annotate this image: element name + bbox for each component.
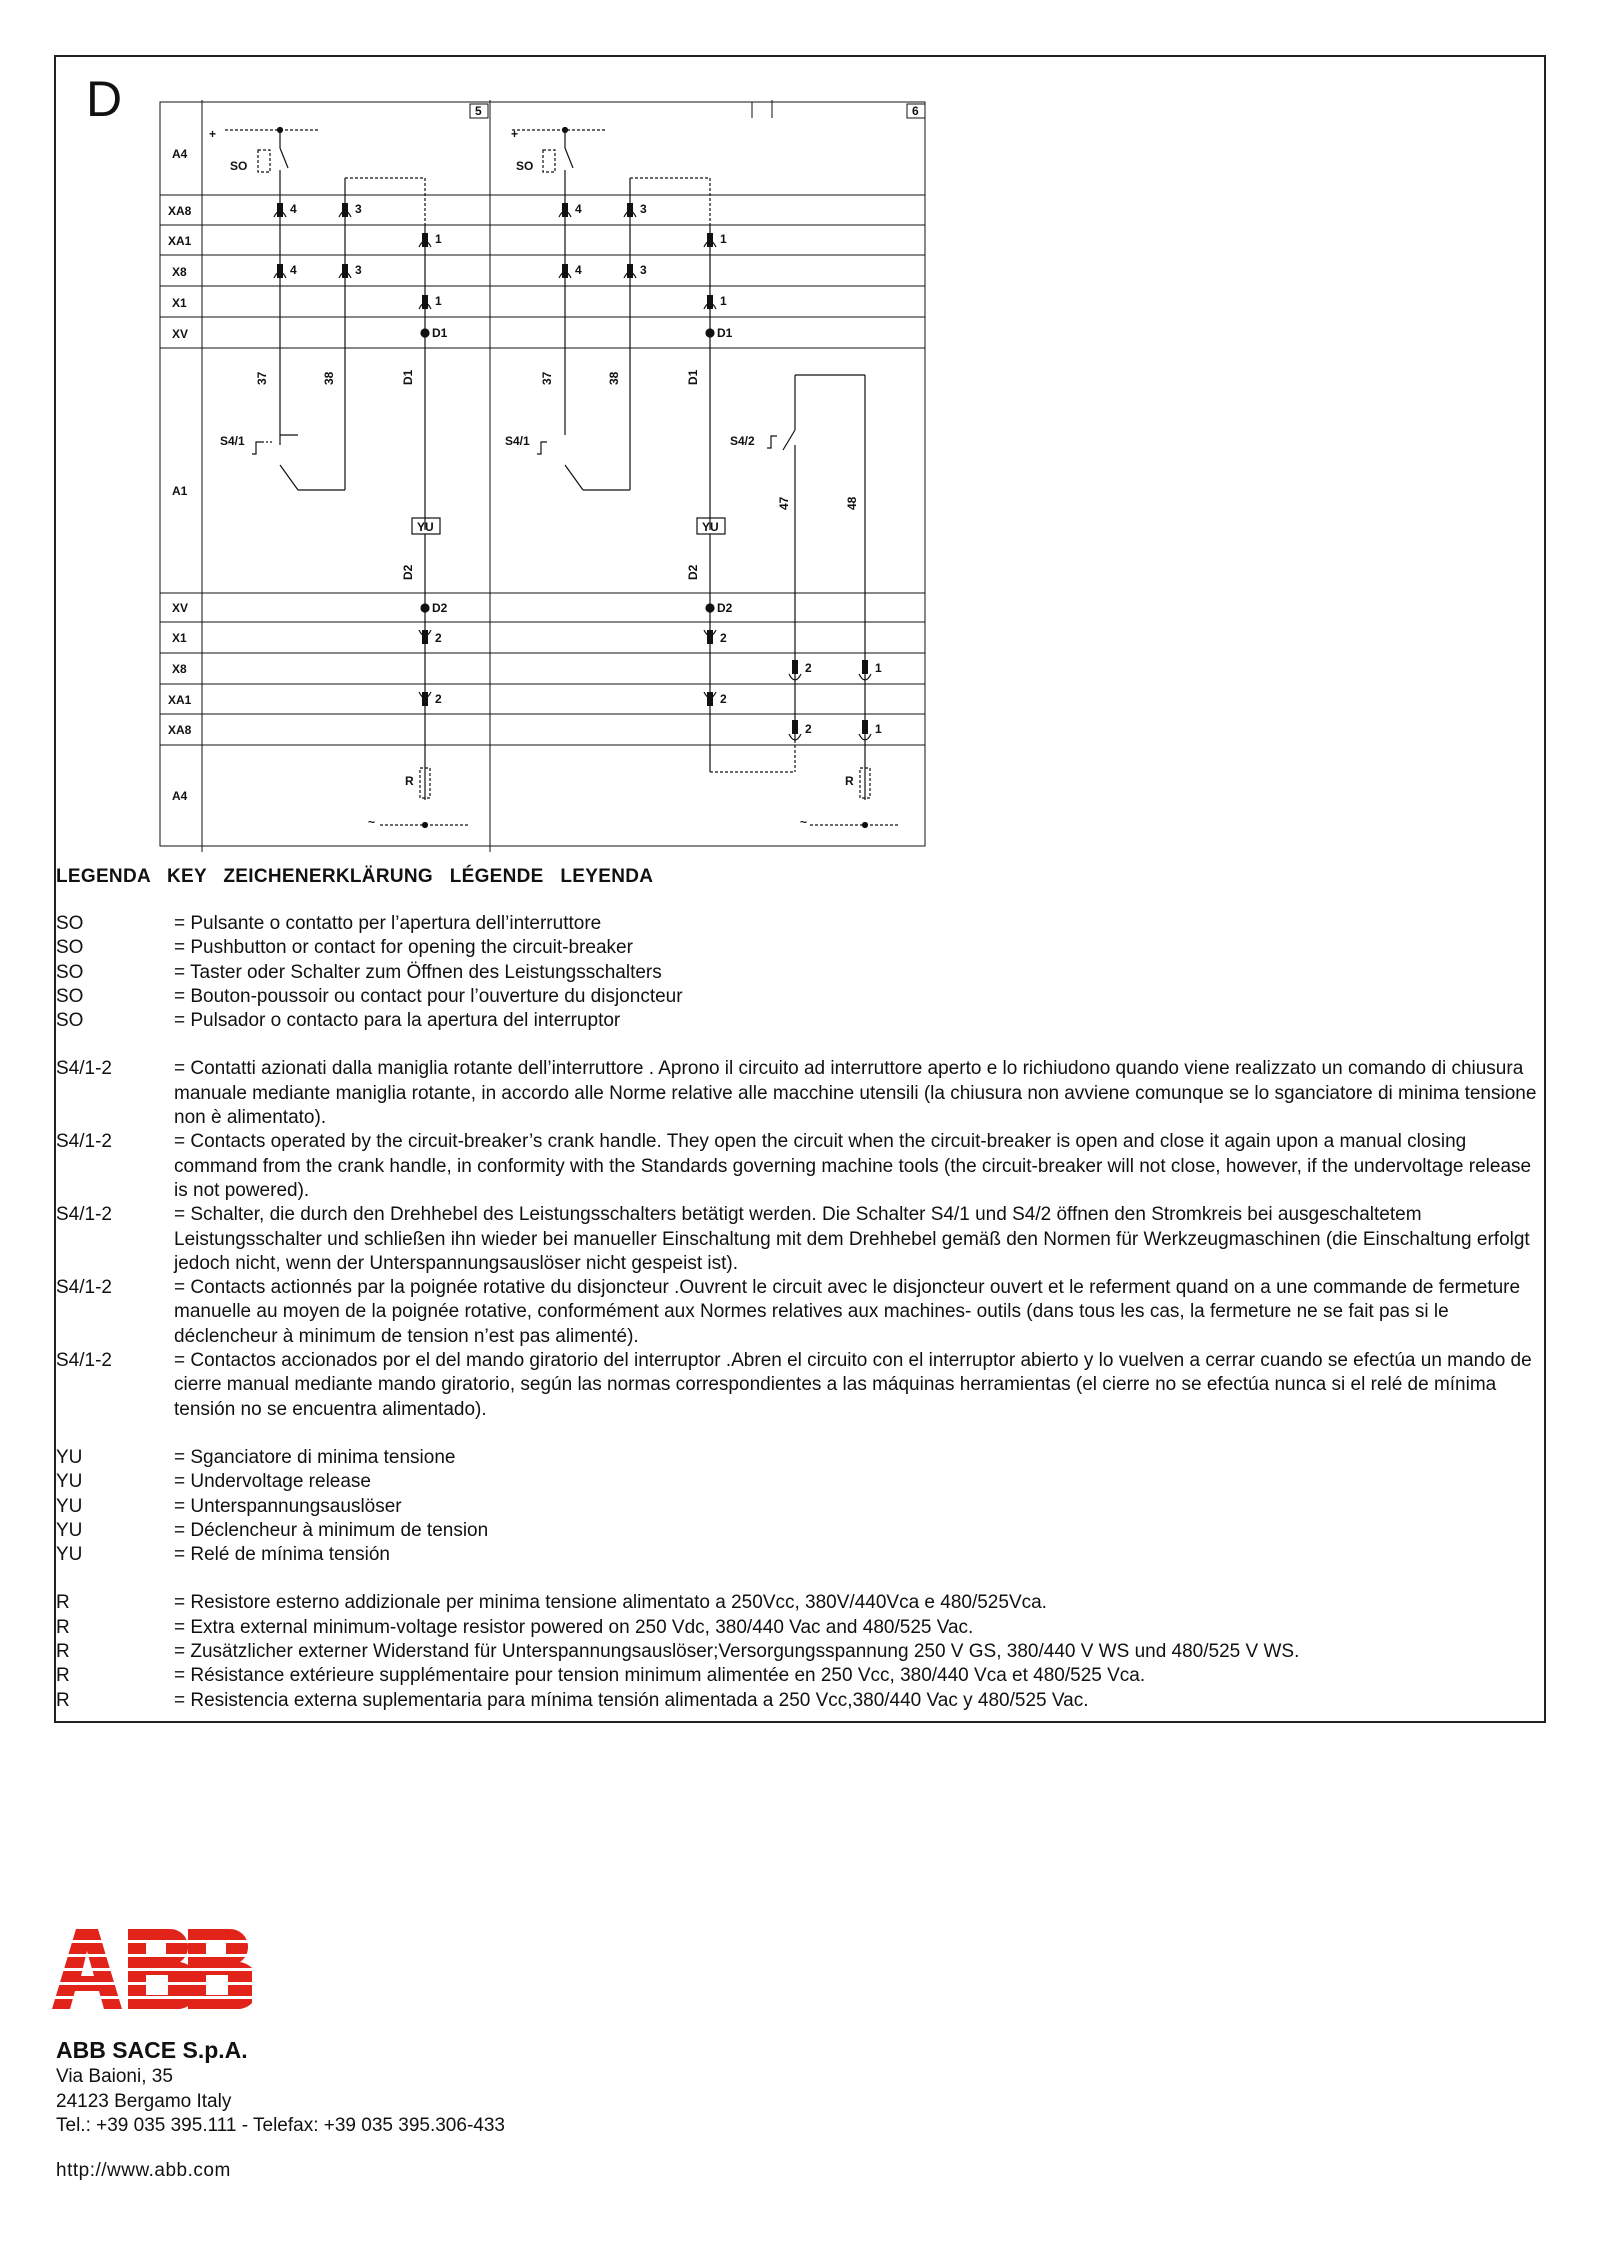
- circuit-sheet-5: [225, 128, 468, 828]
- sheet-number: 6: [912, 104, 919, 118]
- legend-code: YU: [56, 1519, 83, 1541]
- row-label: XV: [172, 327, 189, 341]
- row-label: X1: [172, 296, 187, 310]
- d2-label: D2: [717, 601, 733, 615]
- row-label: X1: [172, 631, 187, 645]
- terminal-label: 3: [355, 202, 362, 216]
- legend-code: SO: [56, 985, 84, 1007]
- legend-entry: [56, 1591, 1546, 1615]
- legend-entry: [56, 1616, 1546, 1640]
- wire-label: 37: [540, 371, 554, 385]
- terminal-label: 2: [805, 661, 812, 675]
- terminal-label: 3: [355, 263, 362, 277]
- terminal-label: 2: [720, 692, 727, 706]
- company-street: Via Baioni, 35: [56, 2066, 173, 2087]
- legend-code: R: [56, 1592, 70, 1614]
- terminal-label: 2: [435, 631, 442, 645]
- legend-text: = Taster oder Schalter zum Öffnen des Leistungsschalters: [174, 961, 662, 983]
- wire-label: 38: [607, 371, 621, 385]
- legend: [56, 912, 1546, 1737]
- legend-code: YU: [56, 1446, 83, 1468]
- legend-text: = Unterspannungsauslöser: [174, 1495, 402, 1517]
- legend-text: = Relé de mínima tensión: [174, 1544, 390, 1566]
- d1-label: D1: [432, 326, 448, 340]
- row-label: X8: [172, 662, 187, 676]
- legend-code: R: [56, 1665, 70, 1687]
- legend-code: S4/1-2: [56, 1277, 112, 1299]
- so-label: SO: [516, 159, 534, 173]
- tilde-label: ~: [800, 815, 808, 829]
- legend-text: = Schalter, die durch den Drehhebel des Leistungsschalters betätigt werden. Die Schalter S4/1 und S4/2 öffnen den Stromkreis bei ausgeschaltetem Leistungsschalter und schließen ihn wieder bei manueller Einschaltung mit dem Drehhebel gemäß den Normen für Werkzeugmaschinen (die Einschaltung erfolgt jedoch nicht, wenn der Unterspannungsauslöser nicht gespeist ist).: [174, 1204, 1530, 1274]
- row-label: XA1: [168, 234, 192, 248]
- legend-code: SO: [56, 913, 84, 934]
- terminal-label: 4: [290, 202, 297, 216]
- legend-code: SO: [56, 1010, 84, 1032]
- legend-entry: [56, 1349, 1546, 1422]
- plus-label: +: [511, 127, 519, 141]
- terminals-sheet-6: [562, 203, 868, 734]
- r-label: R: [845, 774, 854, 788]
- legend-code: S4/1-2: [56, 1131, 112, 1153]
- d2-label: D2: [432, 601, 448, 615]
- row-label: A1: [172, 484, 188, 498]
- row-label: A4: [172, 789, 188, 803]
- legend-entry: [56, 1495, 1546, 1519]
- wire-label: 47: [777, 496, 791, 510]
- company-footer: [56, 2035, 505, 2183]
- row-label: X8: [172, 265, 187, 279]
- legend-code: YU: [56, 1471, 83, 1493]
- terminal-label: 4: [575, 202, 582, 216]
- legend-entry: [56, 961, 1546, 985]
- circuit-sheet-6: [512, 128, 900, 828]
- legend-text: = Pulsante o contatto per l’apertura dell’interruttore: [174, 913, 602, 934]
- legend-entry: [56, 1130, 1546, 1203]
- sheet-number: 5: [475, 104, 482, 118]
- legend-text: = Resistencia externa suplementaria para mínima tensión alimentada a 250 Vcc,380/440 Vac y 480/525 Vac.: [174, 1689, 1089, 1711]
- terminal-label: 2: [435, 692, 442, 706]
- s41-label: S4/1: [220, 434, 245, 448]
- company-city: 24123 Bergamo Italy: [56, 2090, 232, 2112]
- terminal-label: 1: [875, 722, 882, 736]
- legend-group-s4: [56, 1057, 1546, 1421]
- legend-text: = Sganciatore di minima tensione: [174, 1446, 456, 1468]
- legend-group-yu: [56, 1446, 1546, 1567]
- legend-entry: [56, 936, 1546, 960]
- switch-symbols-sheet-6: [537, 211, 871, 740]
- legend-code: S4/1-2: [56, 1204, 112, 1226]
- legend-text: = Zusätzlicher externer Widerstand für Unterspannungsauslöser;Versorgungsspannung 250 V GS, 380/440 V WS und 480/525 V WS.: [174, 1641, 1300, 1663]
- legend-text: = Contacts operated by the circuit-breaker’s crank handle. They open the circuit when the circuit-breaker is open and close it again upon a manual closing command from the crank handle, in conformity with the Standards governing machine tools (the circuit-breaker will not close, however, if the undervoltage release is not powered).: [174, 1131, 1532, 1201]
- switch-symbols-sheet-5: [252, 211, 431, 698]
- terminal-label: 1: [875, 661, 882, 675]
- legend-text: = Undervoltage release: [174, 1471, 371, 1493]
- legend-text: = Résistance extérieure supplémentaire pour tension minimum alimentée en 250 Vcc, 380/440 Vca et 480/525 Vca.: [174, 1665, 1146, 1687]
- legend-text: = Contactos accionados por el del mando giratorio del interruptor .Abren el circuito con el interruptor abierto y lo vuelven a cerrar cuando se efectúa un mando de cierre manual mediante mando giratorio, según las normas correspondientes a las máquinas herramientas (el cierre no se efectúa nunca si el relé de mínima tensión no se encuentra alimentado).: [174, 1350, 1532, 1420]
- legend-text: = Extra external minimum-voltage resistor powered on 250 Vdc, 380/440 Vac and 480/525 Vac.: [174, 1616, 974, 1638]
- legend-heading: LEGENDA KEY ZEICHENERKLÄRUNG LÉGENDE LEYENDA: [56, 866, 654, 887]
- r-label: R: [405, 774, 414, 788]
- row-labels: [168, 147, 192, 803]
- legend-entry: [56, 1543, 1546, 1567]
- wire-label: D2: [401, 564, 415, 580]
- d1-label: D1: [717, 326, 733, 340]
- section-letter: D: [86, 71, 123, 127]
- row-label: A4: [172, 147, 188, 161]
- terminal-label: 2: [720, 631, 727, 645]
- s42-label: S4/2: [730, 434, 755, 448]
- wire-label: 48: [845, 496, 859, 510]
- legend-entry: [56, 1689, 1546, 1713]
- legend-text: = Pulsador o contacto para la apertura del interruptor: [174, 1010, 621, 1032]
- terminal-label: 4: [575, 263, 582, 277]
- legend-entry: [56, 1276, 1546, 1349]
- legend-text: = Déclencheur à minimum de tension: [174, 1519, 489, 1541]
- row-label: XA1: [168, 693, 192, 707]
- legend-code: YU: [56, 1495, 83, 1517]
- company-phone: Tel.: +39 035 395.111 - Telefax: +39 035 395.306-433: [56, 2115, 505, 2136]
- terminal-label: 1: [720, 232, 727, 246]
- labels-sheet-5: [209, 127, 448, 829]
- terminal-label: 2: [805, 722, 812, 736]
- legend-group-so: [56, 912, 1546, 1033]
- wiring-diagram: [150, 100, 930, 860]
- legend-entry: [56, 1519, 1546, 1543]
- legend-entry: [56, 1470, 1546, 1494]
- yu-label: YU: [417, 520, 434, 534]
- legend-entry: [56, 1009, 1546, 1033]
- terminal-label: 3: [640, 263, 647, 277]
- company-name: ABB SACE S.p.A.: [56, 2037, 248, 2063]
- legend-entry: [56, 1640, 1546, 1664]
- legend-code: R: [56, 1689, 70, 1711]
- company-url-link[interactable]: http://www.abb.com: [56, 2159, 231, 2181]
- legend-text: = Resistore esterno addizionale per minima tensione alimentato a 250Vcc, 380V/440Vca e 480/525Vca.: [174, 1592, 1047, 1614]
- terminal-label: 3: [640, 202, 647, 216]
- legend-text: = Pushbutton or contact for opening the circuit-breaker: [174, 937, 633, 959]
- row-label: XA8: [168, 723, 192, 737]
- legend-code: S4/1-2: [56, 1058, 112, 1080]
- wire-label: D2: [686, 564, 700, 580]
- legend-code: SO: [56, 961, 84, 983]
- legend-code: R: [56, 1616, 70, 1638]
- legend-text: = Contatti azionati dalla maniglia rotante dell’interruttore . Aprono il circuito ad interruttore aperto e lo richiudono quando viene realizzato un comando di chiusura manuale mediante maniglia rotante, in accordo alle Norme relative alle macchine utensili (la chiusura non avviene comunque se lo sganciatore di minima tensione non è alimentato).: [174, 1058, 1537, 1129]
- legend-code: R: [56, 1641, 70, 1663]
- tilde-label: ~: [368, 815, 376, 829]
- legend-code: SO: [56, 937, 84, 959]
- yu-label: YU: [702, 520, 719, 534]
- plus-label: +: [209, 127, 217, 141]
- labels-sheet-6: [505, 127, 882, 829]
- legend-text: = Bouton-poussoir ou contact pour l’ouverture du disjoncteur: [174, 985, 683, 1007]
- s41-label: S4/1: [505, 434, 530, 448]
- legend-text: = Contacts actionnés par la poignée rotative du disjoncteur .Ouvrent le circuit avec le disjoncteur ouvert et le referment quand on a une commande de fermeture manuelle au moyen de la poignée rotative, conformément aux Normes relatives aux machines- outils (dans tous les cas, la fermeture ne se fait pas si le déclencheur à minimum de tension n’est pas alimenté).: [174, 1277, 1521, 1347]
- wire-label: 38: [322, 371, 336, 385]
- legend-entry: [56, 912, 1546, 936]
- wire-label: D1: [686, 369, 700, 385]
- legend-entry: [56, 1057, 1546, 1130]
- legend-code: YU: [56, 1544, 83, 1566]
- legend-entry: [56, 1446, 1546, 1470]
- legend-group-r: [56, 1591, 1546, 1712]
- wire-label: D1: [401, 369, 415, 385]
- terminal-label: 4: [290, 263, 297, 277]
- row-label: XV: [172, 601, 189, 615]
- legend-entry: [56, 985, 1546, 1009]
- terminal-label: 1: [435, 232, 442, 246]
- so-label: SO: [230, 159, 248, 173]
- terminals-sheet-5: [277, 203, 428, 706]
- terminal-label: 1: [720, 294, 727, 308]
- terminal-label: 1: [435, 294, 442, 308]
- abb-logo: [52, 1929, 252, 2009]
- legend-entry: [56, 1664, 1546, 1688]
- legend-code: S4/1-2: [56, 1350, 112, 1372]
- wire-label: 37: [255, 371, 269, 385]
- row-label: XA8: [168, 204, 192, 218]
- legend-entry: [56, 1203, 1546, 1276]
